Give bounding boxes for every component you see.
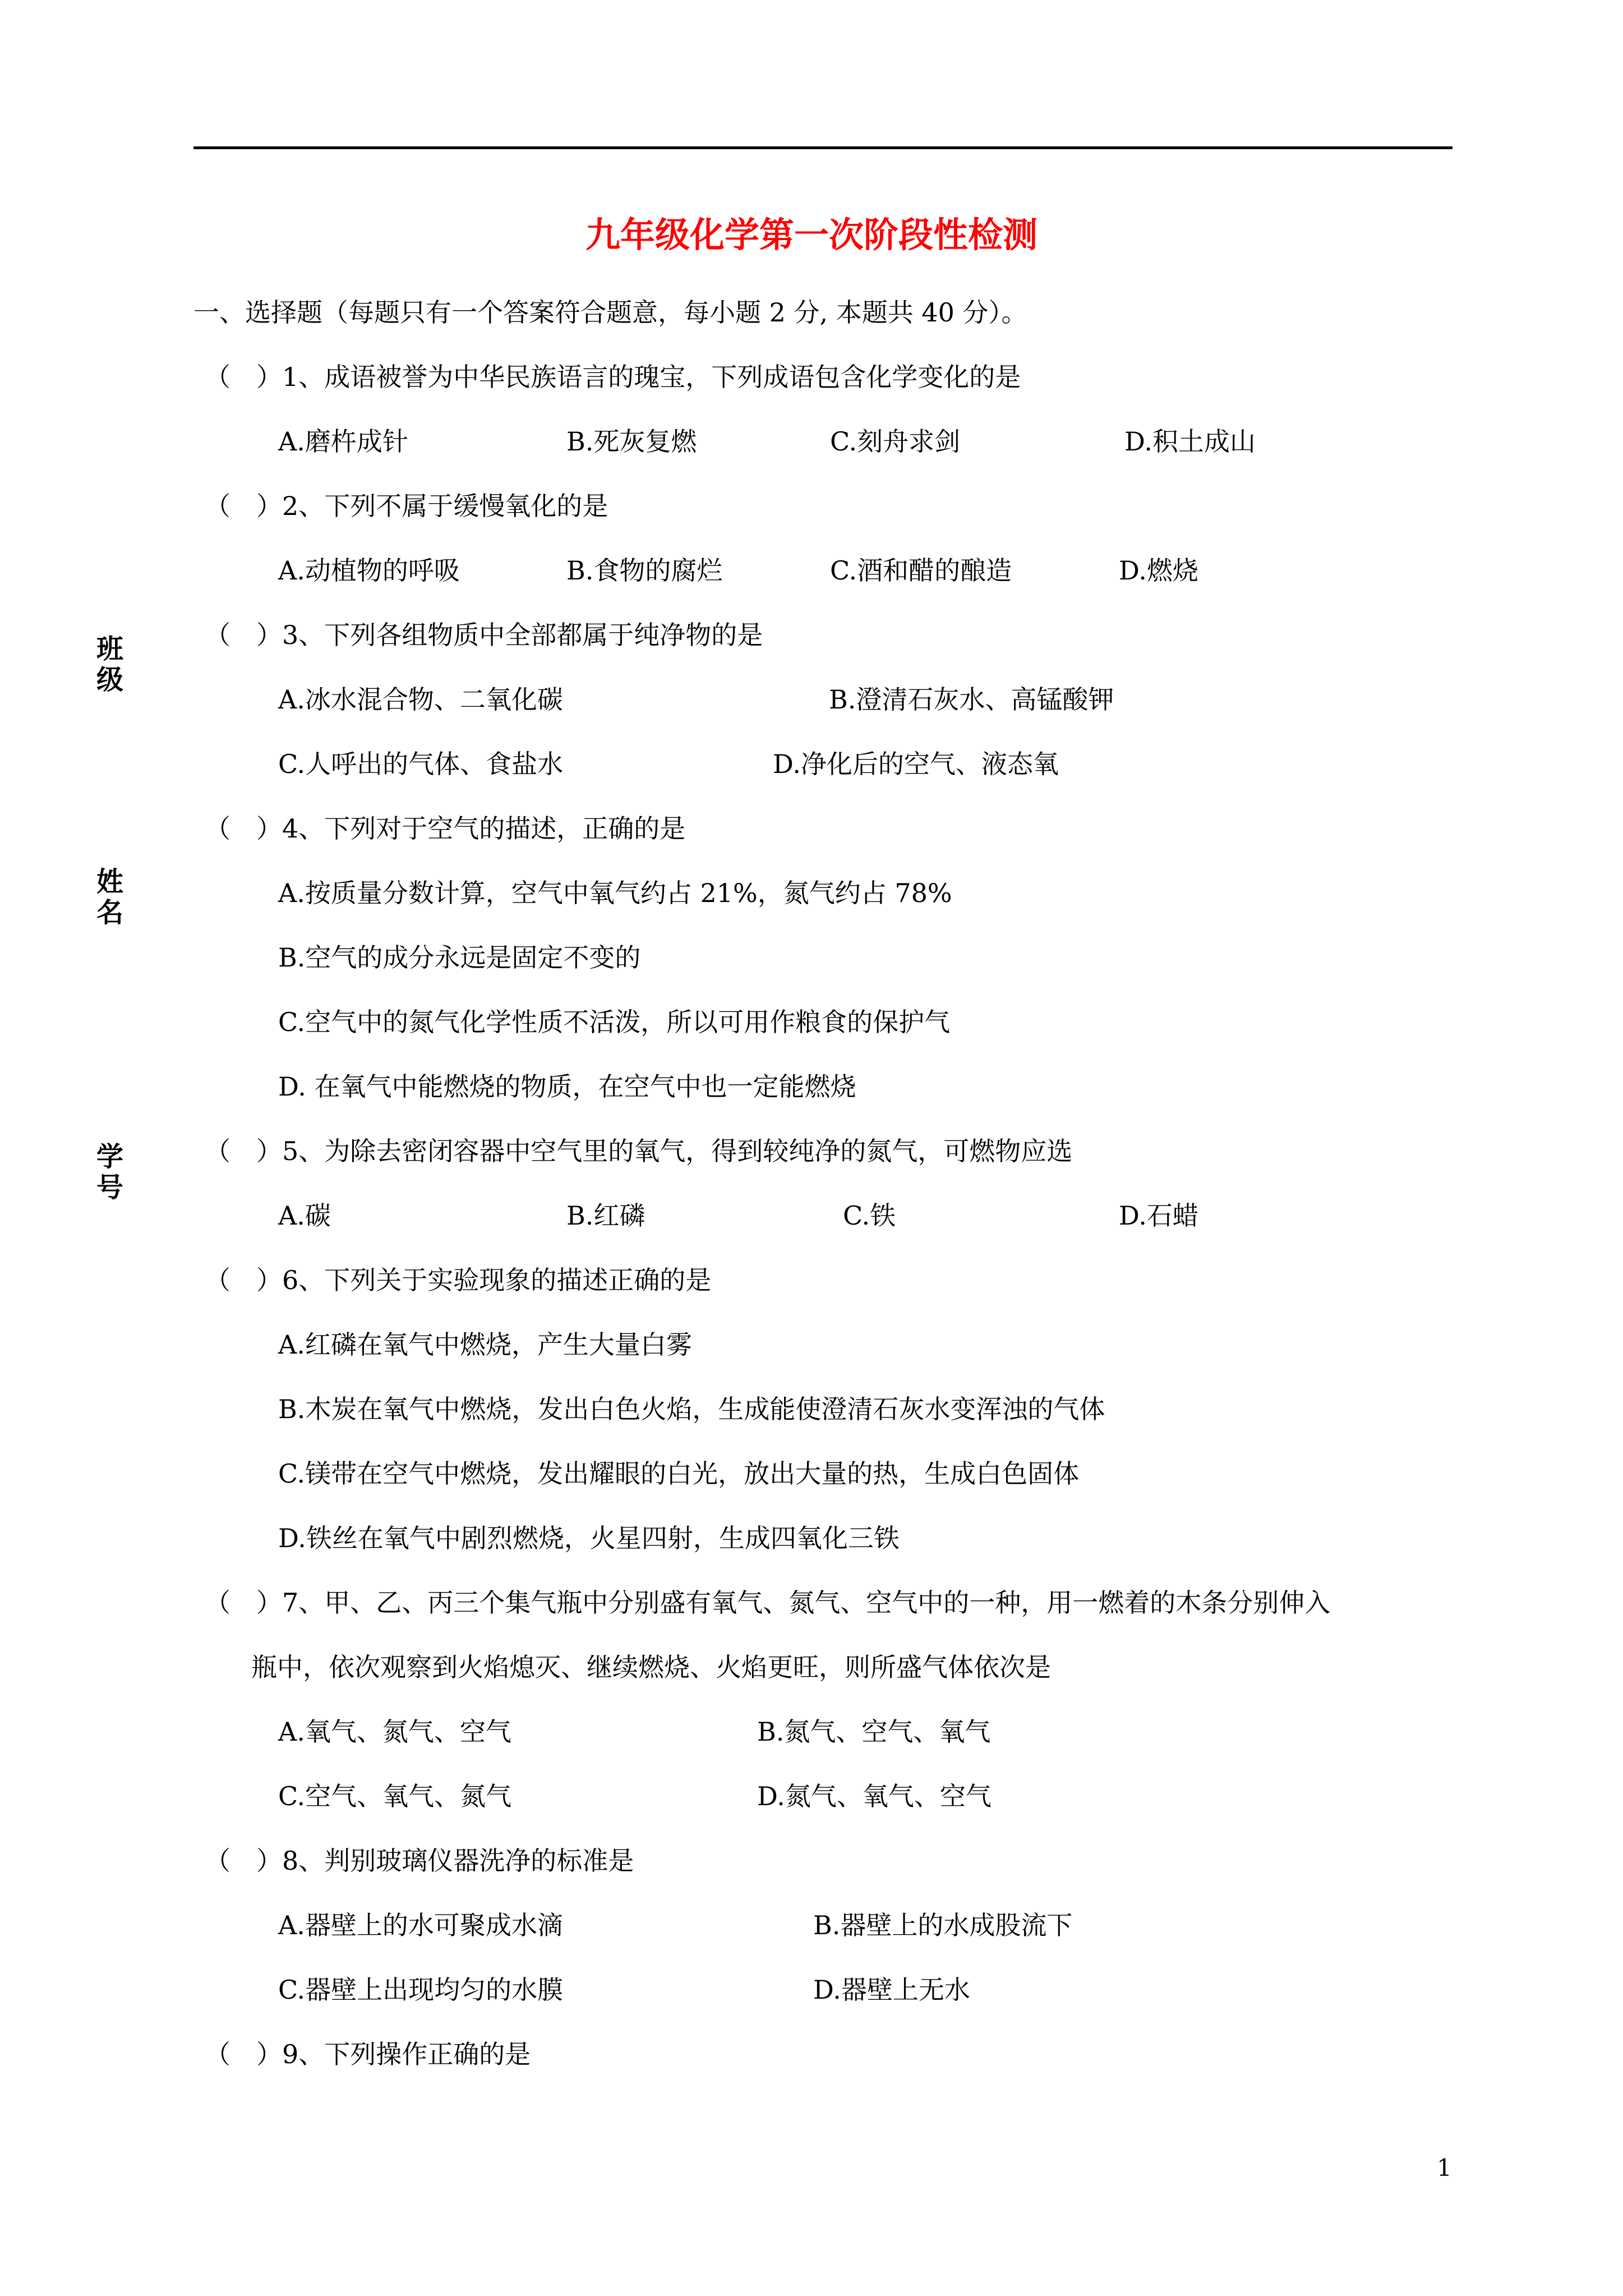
question-6-option-d: D.铁丝在氧气中剧烈燃烧，火星四射，生成四氧化三铁 xyxy=(278,1523,900,1553)
question-9-stem: （ ）9、下列操作正确的是 xyxy=(205,2039,531,2069)
question-7-stem-continued: 瓶中，依次观察到火焰熄灭、继续燃烧、火焰更旺，则所盛气体依次是 xyxy=(251,1652,1051,1682)
question-2-stem: （ ）2、下列不属于缓慢氧化的是 xyxy=(205,491,608,521)
question-2-option-b: B.食物的腐烂 xyxy=(566,555,723,586)
question-6-option-a: A.红磷在氧气中燃烧，产生大量白雾 xyxy=(278,1329,692,1360)
question-6-stem: （ ）6、下列关于实验现象的描述正确的是 xyxy=(205,1265,712,1295)
question-4-option-b: B.空气的成分永远是固定不变的 xyxy=(278,942,641,973)
question-2-option-a: A.动植物的呼吸 xyxy=(278,555,460,586)
question-5-stem: （ ）5、为除去密闭容器中空气里的氧气，得到较纯净的氮气，可燃物应选 xyxy=(205,1136,1073,1166)
question-8-option-b: B.器壁上的水成股流下 xyxy=(813,1910,1073,1940)
question-7-option-a: A.氧气、氮气、空气 xyxy=(278,1717,511,1747)
question-7-stem: （ ）7、甲、乙、丙三个集气瓶中分别盛有氧气、氮气、空气中的一种，用一燃着的木条分别伸入 xyxy=(205,1588,1331,1618)
question-1-option-d: D.积土成山 xyxy=(1124,426,1256,457)
question-8-option-a: A.器壁上的水可聚成水滴 xyxy=(278,1910,563,1940)
question-7-option-c: C.空气、氧气、氮气 xyxy=(278,1781,512,1811)
question-5-option-a: A.碳 xyxy=(278,1200,331,1231)
header-rule xyxy=(193,146,1453,149)
question-8-option-c: C.器壁上出现均匀的水膜 xyxy=(278,1975,564,2005)
question-5-option-d: D.石蜡 xyxy=(1119,1200,1198,1231)
question-4-stem: （ ）4、下列对于空气的描述，正确的是 xyxy=(205,813,686,844)
question-7-option-b: B.氮气、空气、氧气 xyxy=(757,1717,991,1747)
question-5-option-c: C.铁 xyxy=(843,1200,896,1231)
page-title: 九年级化学第一次阶段性检测 xyxy=(585,214,1038,255)
question-4-option-a: A.按质量分数计算，空气中氧气约占 21%，氮气约占 78% xyxy=(278,878,952,908)
question-4-option-c: C.空气中的氮气化学性质不活泼，所以可用作粮食的保护气 xyxy=(278,1007,951,1037)
question-3-stem: （ ）3、下列各组物质中全部都属于纯净物的是 xyxy=(205,620,763,650)
question-1-option-b: B.死灰复燃 xyxy=(566,426,697,457)
question-8-stem: （ ）8、判别玻璃仪器洗净的标准是 xyxy=(205,1846,634,1876)
question-8-option-d: D.器壁上无水 xyxy=(813,1975,970,2005)
question-2-option-d: D.燃烧 xyxy=(1119,555,1198,586)
question-2-option-c: C.酒和醋的酿造 xyxy=(830,555,1012,586)
question-7-option-d: D.氮气、氧气、空气 xyxy=(757,1781,992,1811)
question-6-option-b: B.木炭在氧气中燃烧，发出白色火焰，生成能使澄清石灰水变浑浊的气体 xyxy=(278,1394,1105,1424)
page-number: 1 xyxy=(1437,2154,1452,2182)
question-1-option-a: A.磨杵成针 xyxy=(278,426,408,457)
question-3-option-b: B.澄清石灰水、高锰酸钾 xyxy=(829,684,1114,715)
question-1-stem: （ ）1、成语被誉为中华民族语言的瑰宝，下列成语包含化学变化的是 xyxy=(205,362,1021,392)
side-label-name: 姓名 xyxy=(96,866,123,929)
question-5-option-b: B.红磷 xyxy=(566,1200,645,1231)
question-4-option-d: D. 在氧气中能燃烧的物质，在空气中也一定能燃烧 xyxy=(278,1071,856,1102)
question-1-option-c: C.刻舟求剑 xyxy=(830,426,961,457)
question-3-option-d: D.净化后的空气、液态氧 xyxy=(773,749,1059,779)
question-3-option-c: C.人呼出的气体、食盐水 xyxy=(278,749,564,779)
section-header: 一、选择题（每题只有一个答案符合题意，每小题 2 分, 本题共 40 分）。 xyxy=(193,297,1027,328)
side-label-class: 班级 xyxy=(96,633,123,696)
question-3-option-a: A.冰水混合物、二氧化碳 xyxy=(278,684,563,715)
side-label-number: 学号 xyxy=(96,1141,123,1204)
question-6-option-c: C.镁带在空气中燃烧，发出耀眼的白光，放出大量的热，生成白色固体 xyxy=(278,1458,1080,1489)
